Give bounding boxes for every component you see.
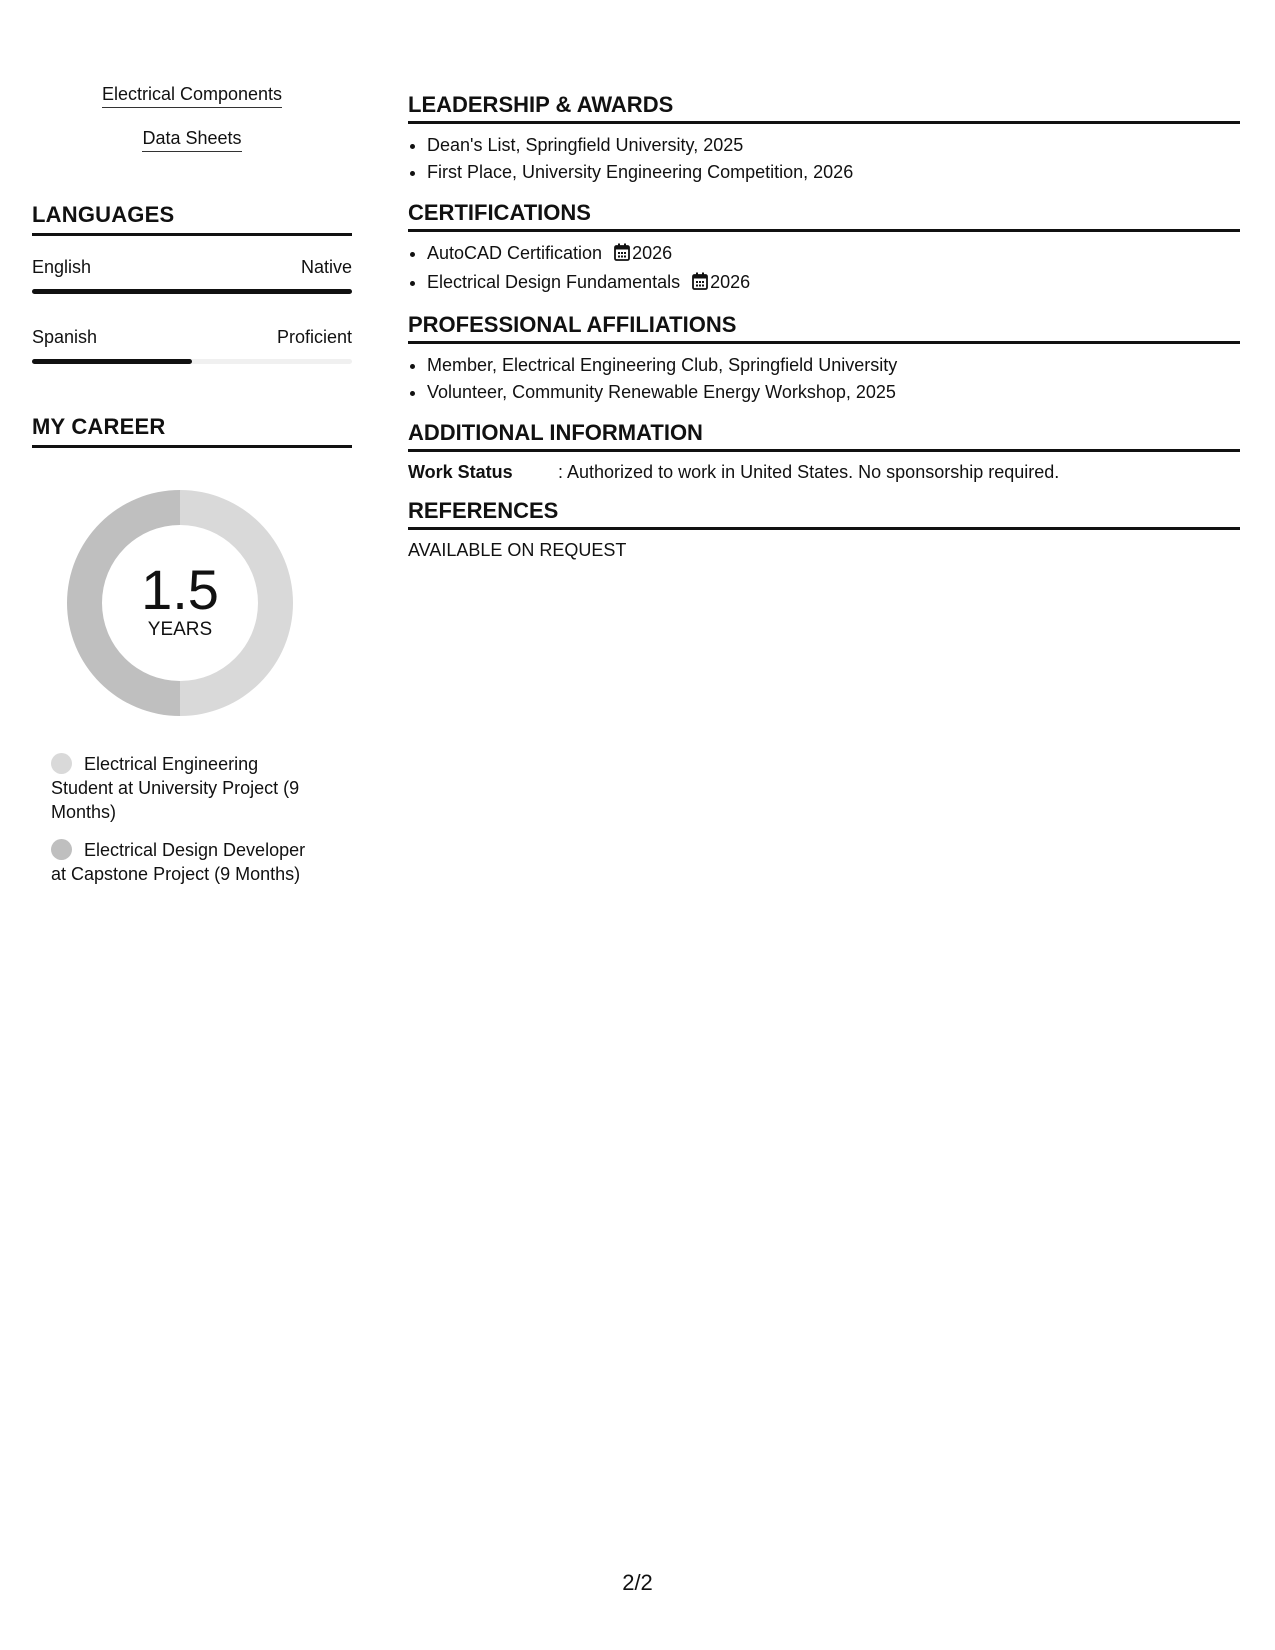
- calendar-icon: [692, 271, 708, 298]
- skill-tags: [32, 84, 352, 152]
- references-text: AVAILABLE ON REQUEST: [408, 540, 627, 560]
- legend-item: [51, 838, 321, 886]
- references-title: REFERENCES: [408, 498, 1240, 530]
- languages-list: [32, 256, 352, 364]
- leadership-section: [408, 92, 1240, 186]
- work-status-value: : Authorized to work in United States. No sponsorship required.: [558, 462, 1060, 482]
- list-item: • Dean's List, Springfield University, 2025: [427, 132, 1240, 159]
- languages-section: [32, 202, 352, 364]
- language-item: [32, 256, 352, 294]
- list-item: [427, 240, 1240, 269]
- list-item: • Member, Electrical Engineering Club, Springfield University: [427, 352, 1240, 379]
- certification-year: 2026: [710, 272, 751, 292]
- language-proficiency-fill: [32, 289, 352, 294]
- certification-name: AutoCAD Certification: [427, 243, 603, 263]
- left-column: [32, 84, 352, 900]
- list-item: • First Place, University Engineering Competition, 2026: [427, 159, 1240, 186]
- career-total-unit: YEARS: [147, 619, 213, 640]
- list-item: • Volunteer, Community Renewable Energy Workshop, 2025: [427, 379, 1240, 406]
- language-level: Native: [300, 257, 352, 277]
- work-status-label: Work Status: [408, 462, 513, 482]
- language-proficiency-bar: [32, 359, 352, 364]
- certifications-title: CERTIFICATIONS: [408, 200, 1240, 232]
- donut-center: [67, 490, 293, 716]
- additional-info-section: [408, 420, 1240, 484]
- certifications-section: [408, 200, 1240, 298]
- language-proficiency-fill: [32, 359, 192, 364]
- right-column: [408, 92, 1240, 576]
- language-item: [32, 326, 352, 364]
- languages-title: LANGUAGES: [32, 202, 352, 236]
- affiliations-list: [408, 352, 1240, 406]
- language-name: English: [32, 257, 92, 277]
- legend-item: [51, 752, 321, 824]
- language-name: Spanish: [32, 327, 98, 347]
- leadership-title: LEADERSHIP & AWARDS: [408, 92, 1240, 124]
- certification-year: 2026: [632, 243, 673, 263]
- additional-info-title: ADDITIONAL INFORMATION: [408, 420, 1240, 452]
- career-donut-chart: [67, 490, 293, 716]
- references-section: [408, 498, 1240, 562]
- affiliations-title: PROFESSIONAL AFFILIATIONS: [408, 312, 1240, 344]
- legend-label: Electrical Design Developer at Capstone Project (9 Months): [51, 840, 306, 884]
- language-proficiency-bar: [32, 289, 352, 294]
- language-level: Proficient: [276, 327, 352, 347]
- page-number: 2/2: [622, 1570, 653, 1595]
- career-section: [32, 414, 352, 886]
- career-legend: [51, 752, 321, 886]
- skill-tag: Data Sheets: [142, 128, 241, 152]
- career-total-value: 1.5: [141, 558, 219, 621]
- work-status-row: [408, 460, 1240, 484]
- leadership-list: [408, 132, 1240, 186]
- legend-dot: [51, 753, 72, 774]
- list-item: [427, 269, 1240, 298]
- certification-name: Electrical Design Fundamentals: [427, 272, 681, 292]
- legend-label: Electrical Engineering Student at University Project (9 Months): [51, 754, 300, 822]
- certifications-list: [408, 240, 1240, 298]
- calendar-icon: [614, 242, 630, 269]
- career-title: MY CAREER: [32, 414, 352, 448]
- affiliations-section: [408, 312, 1240, 406]
- legend-dot: [51, 839, 72, 860]
- skill-tag: Electrical Components: [102, 84, 282, 108]
